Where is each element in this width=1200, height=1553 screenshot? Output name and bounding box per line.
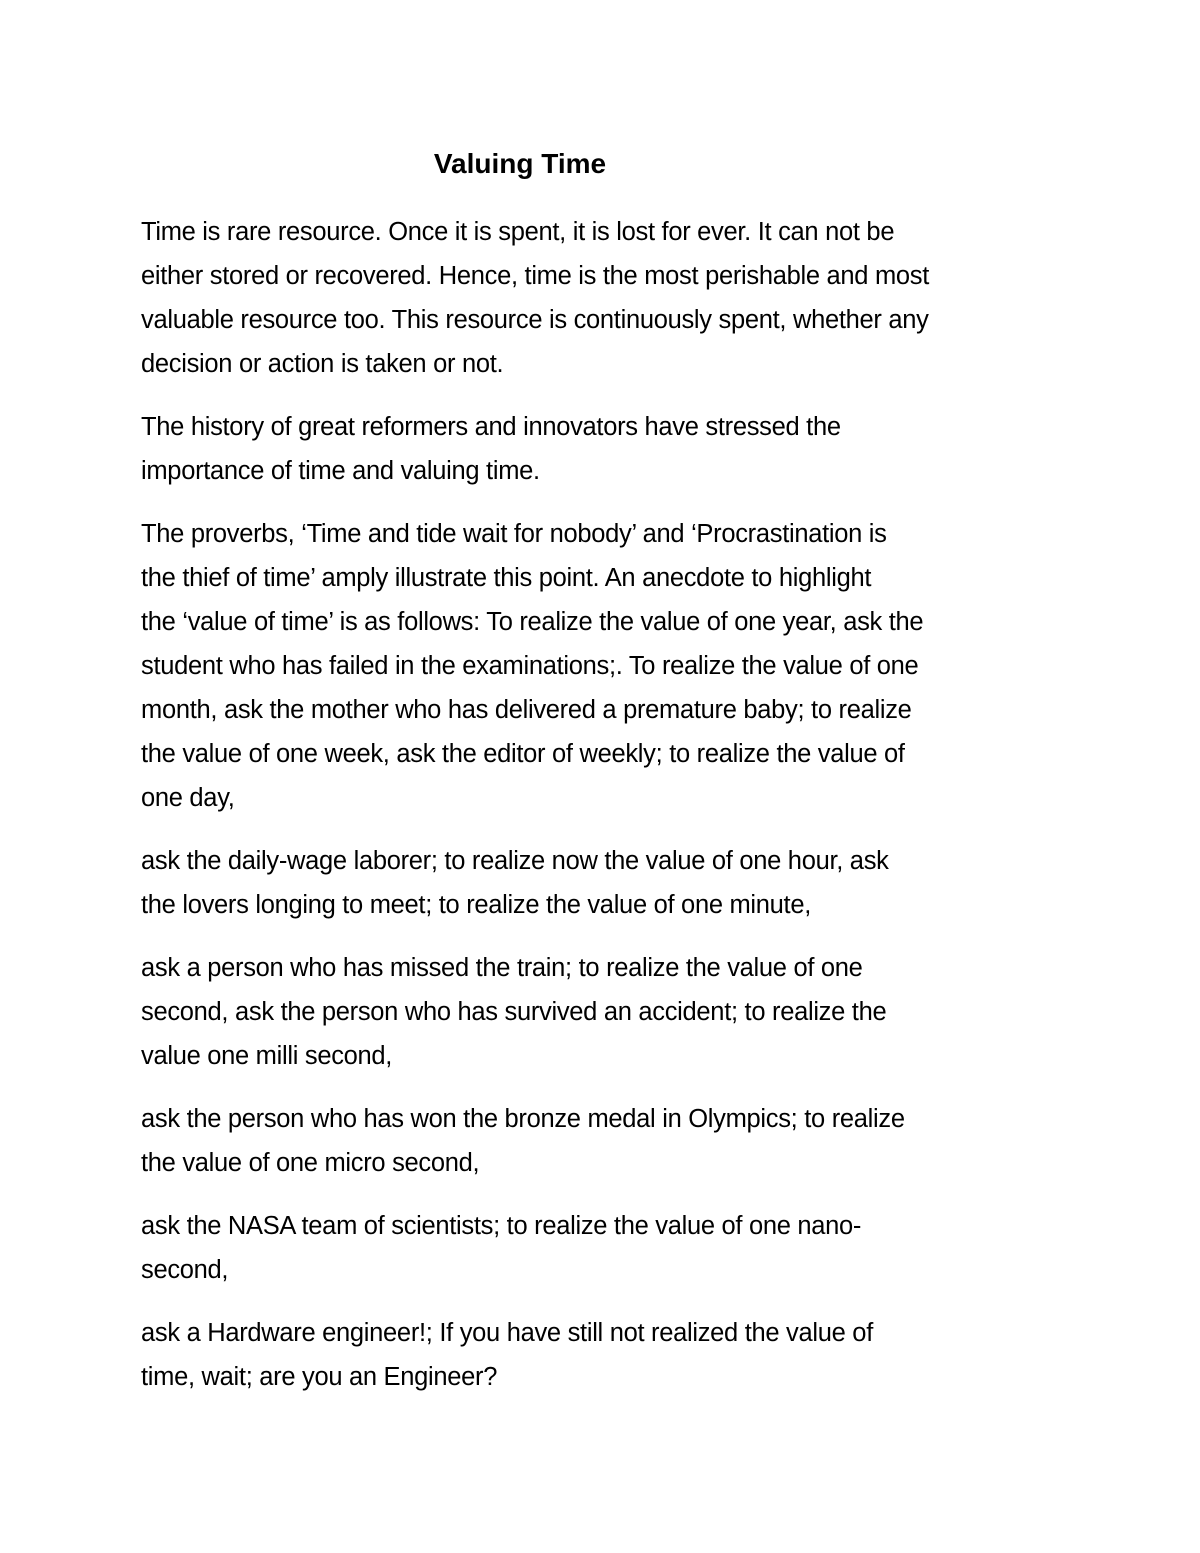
text-line: month, ask the mother who has delivered a premature baby; to realize <box>141 696 912 724</box>
text-line: ask the person who has won the bronze medal in Olympics; to realize <box>141 1105 905 1133</box>
text-line: second, ask the person who has survived an accident; to realize the <box>141 998 887 1026</box>
paragraph-daily-wage <box>141 839 1081 927</box>
text-line: importance of time and valuing time. <box>141 457 540 485</box>
text-line: ask a Hardware engineer!; If you have still not realized the value of <box>141 1319 873 1347</box>
text-line: Time is rare resource. Once it is spent, it is lost for ever. It can not be <box>141 218 895 246</box>
text-line: second, <box>141 1256 229 1284</box>
paragraph-train <box>141 946 1081 1078</box>
text-line: time, wait; are you an Engineer? <box>141 1363 498 1391</box>
document-body <box>141 210 1081 1418</box>
paragraph-time-resource <box>141 210 1081 386</box>
paragraph-reformers <box>141 405 1081 493</box>
text-line: decision or action is taken or not. <box>141 350 504 378</box>
paragraph-proverbs <box>141 512 1081 820</box>
text-line: ask a person who has missed the train; to realize the value of one <box>141 954 863 982</box>
text-line: ask the daily-wage laborer; to realize now the value of one hour, ask <box>141 847 889 875</box>
text-line: The proverbs, ‘Time and tide wait for nobody’ and ‘Procrastination is <box>141 520 887 548</box>
text-line: the thief of time’ amply illustrate this point. An anecdote to highlight <box>141 564 872 592</box>
paragraph-nasa <box>141 1204 1081 1292</box>
text-line: value one milli second, <box>141 1042 393 1070</box>
text-line: either stored or recovered. Hence, time is the most perishable and most <box>141 262 930 290</box>
text-line: the value of one week, ask the editor of weekly; to realize the value of <box>141 740 905 768</box>
text-line: ask the NASA team of scientists; to realize the value of one nano- <box>141 1212 862 1240</box>
text-line: one day, <box>141 784 235 812</box>
text-line: the ‘value of time’ is as follows: To realize the value of one year, ask the <box>141 608 924 636</box>
text-line: The history of great reformers and innovators have stressed the <box>141 413 841 441</box>
text-line: the lovers longing to meet; to realize the value of one minute, <box>141 891 812 919</box>
paragraph-bronze-medal <box>141 1097 1081 1185</box>
text-line: valuable resource too. This resource is continuously spent, whether any <box>141 306 929 334</box>
text-line: student who has failed in the examinations;. To realize the value of one <box>141 652 919 680</box>
document-title: Valuing Time <box>433 148 607 179</box>
text-line: the value of one micro second, <box>141 1149 480 1177</box>
paragraph-engineer <box>141 1311 1081 1399</box>
